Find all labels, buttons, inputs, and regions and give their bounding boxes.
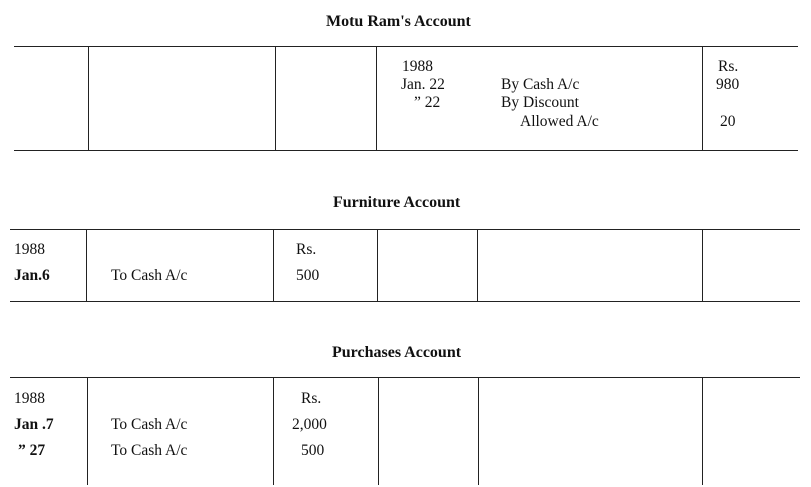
furniture-amount-header: Rs.	[296, 241, 317, 258]
motu-ram-credit-particular: By Cash A/c	[501, 76, 580, 93]
motu-ram-top-rule	[14, 46, 798, 47]
purchases-col-divider	[478, 377, 479, 485]
motu-ram-col-divider	[88, 46, 89, 150]
motu-ram-credit-amount: 980	[716, 76, 740, 93]
furniture-col-divider	[273, 229, 274, 301]
motu-ram-col-divider	[702, 46, 703, 150]
furniture-col-divider	[477, 229, 478, 301]
furniture-account-title: Furniture Account	[333, 194, 461, 211]
furniture-debit-date: Jan.6	[14, 267, 50, 284]
purchases-amount-header: Rs.	[301, 390, 322, 407]
purchases-col-divider	[273, 377, 274, 485]
motu-ram-credit-particular: By Discount	[501, 94, 579, 111]
furniture-debit-amount: 500	[296, 267, 320, 284]
purchases-debit-date: ” 27	[18, 442, 46, 459]
purchases-top-rule	[10, 377, 800, 378]
purchases-debit-particular: To Cash A/c	[111, 416, 188, 433]
furniture-debit-year: 1988	[14, 241, 45, 258]
motu-ram-col-divider	[275, 46, 276, 150]
motu-ram-credit-year: 1988	[402, 58, 433, 75]
furniture-debit-particular: To Cash A/c	[111, 267, 188, 284]
motu-ram-bottom-rule	[14, 150, 798, 151]
motu-ram-amount-header: Rs.	[718, 58, 739, 75]
purchases-debit-amount: 2,000	[292, 416, 327, 433]
motu-ram-credit-date: Jan. 22	[401, 76, 445, 93]
furniture-top-rule	[10, 229, 800, 230]
motu-ram-credit-amount: 20	[720, 113, 736, 130]
motu-ram-credit-date: ” 22	[414, 94, 441, 111]
motu-ram-account-title: Motu Ram's Account	[326, 13, 471, 30]
purchases-debit-particular: To Cash A/c	[111, 442, 188, 459]
purchases-debit-date: Jan .7	[14, 416, 54, 433]
motu-ram-col-divider	[376, 46, 377, 150]
furniture-col-divider	[377, 229, 378, 301]
purchases-col-divider	[378, 377, 379, 485]
purchases-col-divider	[702, 377, 703, 485]
purchases-debit-year: 1988	[14, 390, 45, 407]
purchases-col-divider	[87, 377, 88, 485]
furniture-bottom-rule	[10, 301, 800, 302]
purchases-debit-amount: 500	[301, 442, 325, 459]
motu-ram-credit-particular: Allowed A/c	[520, 113, 599, 130]
furniture-col-divider	[86, 229, 87, 301]
furniture-col-divider	[702, 229, 703, 301]
purchases-account-title: Purchases Account	[332, 344, 462, 361]
